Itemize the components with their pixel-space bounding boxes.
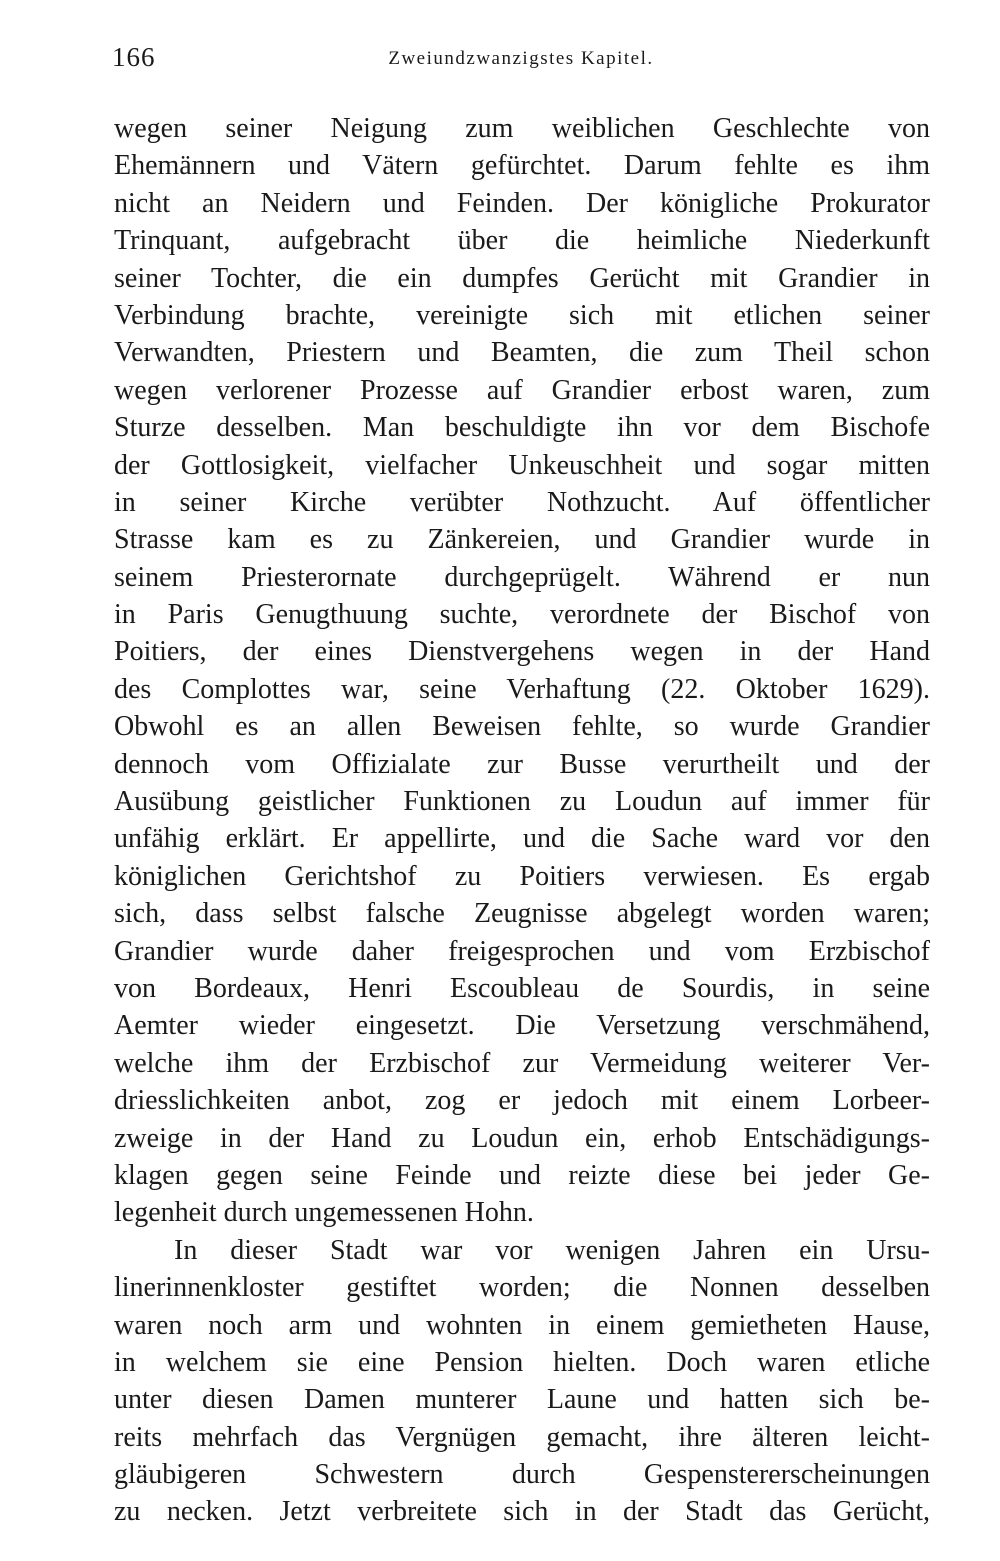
text-line: In dieser Stadt war vor wenigen Jahren ein Ursu-: [174, 1234, 930, 1266]
page-number: 166: [112, 42, 156, 72]
text-line: legenheit durch ungemessenen Hohn.: [114, 1197, 534, 1229]
text-line: waren noch arm und wohnten in einem gemietheten Hause,: [114, 1309, 930, 1341]
text-line: des Complottes war, seine Verhaftung (22. Oktober 1629).: [114, 673, 930, 705]
text-line: driesslichkeiten anbot, zog er jedoch mit einem Lorbeer-: [114, 1085, 930, 1117]
text-line: sich, dass selbst falsche Zeugnisse abgelegt worden waren;: [114, 898, 930, 930]
page-header: [112, 42, 930, 82]
body-text: [114, 110, 930, 1531]
text-line: reits mehrfach das Vergnügen gemacht, ihre älteren leicht-: [114, 1421, 930, 1453]
text-line: zweige in der Hand zu Loudun ein, erhob Entschädigungs-: [114, 1122, 930, 1154]
text-line: Obwohl es an allen Beweisen fehlte, so wurde Grandier: [114, 711, 930, 743]
text-line: Aemter wieder eingesetzt. Die Versetzung verschmähend,: [114, 1010, 930, 1042]
text-line: Verbindung brachte, vereinigte sich mit etlichen seiner: [114, 299, 930, 331]
text-line: unter diesen Damen munterer Laune und hatten sich be-: [114, 1384, 930, 1416]
text-line: von Bordeaux, Henri Escoubleau de Sourdis, in seine: [114, 972, 930, 1004]
text-line: königlichen Gerichtshof zu Poitiers verwiesen. Es ergab: [114, 860, 930, 892]
text-line: Ehemännern und Vätern gefürchtet. Darum fehlte es ihm: [114, 150, 930, 182]
text-line: seiner Tochter, die ein dumpfes Gerücht mit Grandier in: [114, 262, 930, 294]
text-line: nicht an Neidern und Feinden. Der königliche Prokurator: [114, 187, 930, 219]
text-line: gläubigeren Schwestern durch Gespenstererscheinungen: [114, 1459, 930, 1491]
text-line: Grandier wurde daher freigesprochen und vom Erzbischof: [114, 935, 930, 967]
text-line: seinem Priesterornate durchgeprügelt. Während er nun: [114, 561, 930, 593]
text-line: Trinquant, aufgebracht über die heimliche Niederkunft: [114, 225, 930, 257]
text-line: Sturze desselben. Man beschuldigte ihn vor dem Bischofe: [114, 412, 930, 444]
paragraph: [114, 110, 930, 1232]
text-line: Verwandten, Priestern und Beamten, die zum Theil schon: [114, 337, 930, 369]
text-line: Poitiers, der eines Dienstvergehens wegen in der Hand: [114, 636, 930, 668]
text-line: in Paris Genugthuung suchte, verordnete der Bischof von: [114, 599, 930, 631]
paragraph: [114, 1232, 930, 1531]
text-line: klagen gegen seine Feinde und reizte diese bei jeder Ge-: [114, 1159, 930, 1191]
running-title: Zweiundzwanzigstes Kapitel.: [388, 48, 654, 69]
text-line: dennoch vom Offizialate zur Busse verurtheilt und der: [114, 748, 930, 780]
text-line: wegen verlorener Prozesse auf Grandier erbost waren, zum: [114, 374, 930, 406]
text-line: welche ihm der Erzbischof zur Vermeidung weiterer Ver-: [114, 1047, 930, 1079]
text-line: linerinnenkloster gestiftet worden; die Nonnen desselben: [114, 1272, 930, 1304]
text-line: Ausübung geistlicher Funktionen zu Loudun auf immer für: [114, 786, 930, 818]
text-line: Strasse kam es zu Zänkereien, und Grandier wurde in: [114, 524, 930, 556]
text-line: unfähig erklärt. Er appellirte, und die Sache ward vor den: [114, 823, 930, 855]
text-line: zu necken. Jetzt verbreitete sich in der Stadt das Gerücht,: [114, 1496, 930, 1528]
text-line: in seiner Kirche verübter Nothzucht. Auf öffentlicher: [114, 486, 930, 518]
text-line: wegen seiner Neigung zum weiblichen Geschlechte von: [114, 113, 930, 144]
text-line: der Gottlosigkeit, vielfacher Unkeuschheit und sogar mitten: [114, 449, 930, 481]
text-line: in welchem sie eine Pension hielten. Doch waren etliche: [114, 1346, 930, 1378]
